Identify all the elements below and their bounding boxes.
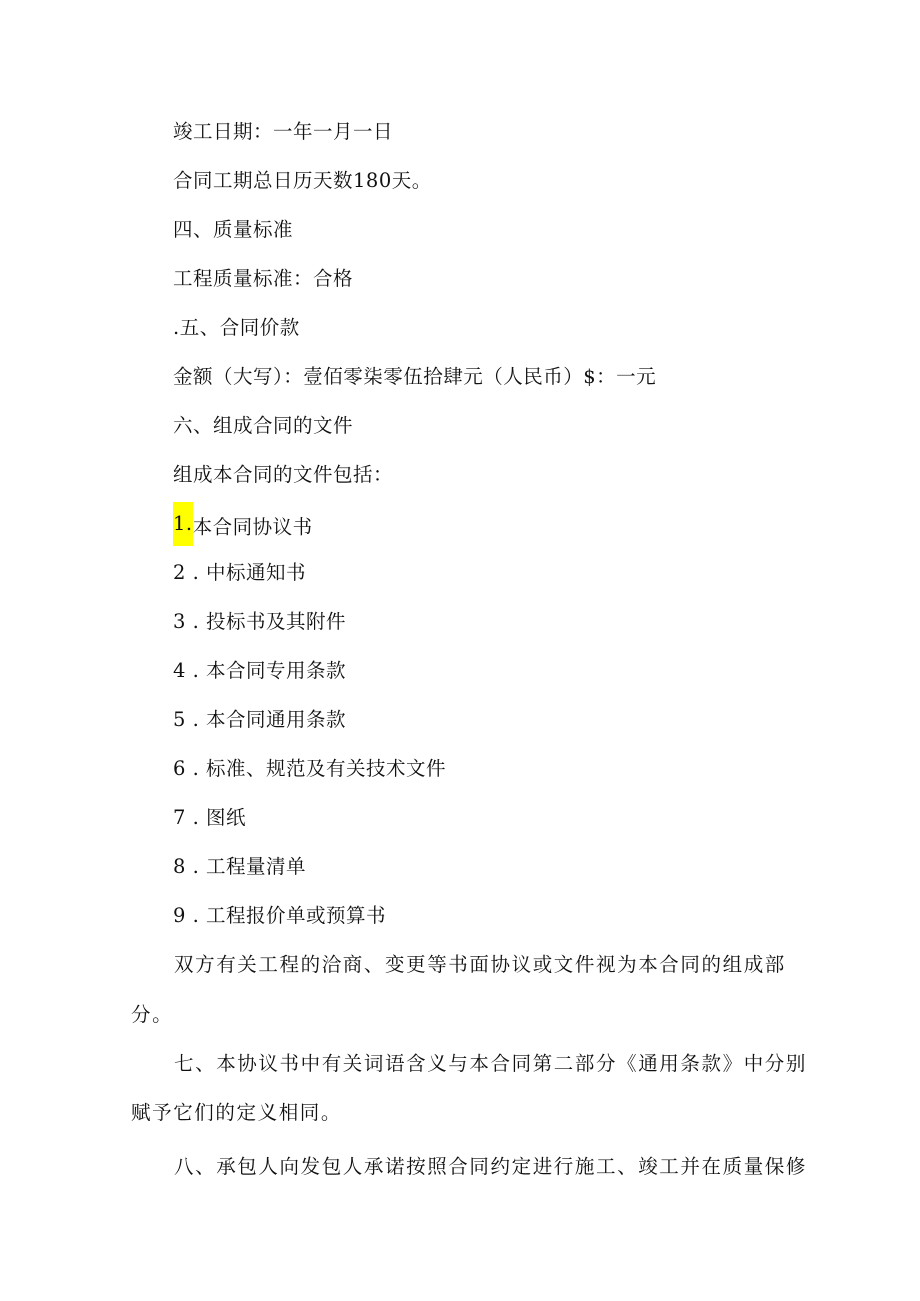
list-item-text: 图纸 (206, 806, 247, 829)
list-item (173, 902, 386, 930)
list-item-text: 工程量清单 (206, 855, 307, 878)
list-item-text: 投标书及其附件 (206, 610, 347, 633)
paragraph-line: 八、承包人向发包人承诺按照合同约定进行施工、竣工并在质量保修 (174, 1155, 808, 1178)
list-item-text: 本合同专用条款 (206, 659, 347, 682)
list-item-text: 中标通知书 (206, 561, 307, 584)
list-item (173, 559, 306, 587)
list-item (173, 706, 346, 734)
completion-date-line: 竣工日期：一年一月一日 (173, 120, 394, 143)
list-item (173, 853, 306, 881)
highlighted-number: 1. (173, 502, 193, 546)
list-item (173, 657, 346, 685)
list-item (173, 755, 446, 783)
list-item-number: 2 . (173, 561, 200, 584)
list-item (173, 804, 246, 832)
list-item (173, 510, 313, 546)
documents-intro-line: 组成本合同的文件包括： (173, 463, 394, 486)
paragraph-line: 赋予它们的定义相同。 (131, 1101, 343, 1124)
section-documents-heading: 六、组成合同的文件 (173, 414, 354, 437)
list-item (173, 608, 346, 636)
list-item-text: 标准、规范及有关技术文件 (206, 757, 447, 780)
section-price-heading: .五、合同价款 (173, 316, 300, 339)
list-item-text: 工程报价单或预算书 (206, 904, 387, 927)
list-item-number: 5 . (173, 708, 200, 731)
paragraph-line: 分。 (131, 1003, 174, 1026)
contract-duration-line: 合同工期总日历天数180天。 (173, 169, 432, 192)
quality-standard-line: 工程质量标准：合格 (173, 267, 354, 290)
paragraph-line: 七、本协议书中有关词语含义与本合同第二部分《通用条款》中分别 (174, 1052, 808, 1075)
list-item-number: 9 . (173, 904, 200, 927)
amount-line: 金额（大写）：壹佰零柒零伍拾肆元（人民币）$：一元 (173, 365, 657, 388)
section-quality-heading: 四、质量标准 (173, 218, 294, 241)
list-item-number: 6 . (173, 757, 200, 780)
list-item-number: 8 . (173, 855, 200, 878)
list-item-number: 3 . (173, 610, 200, 633)
list-item-text: 本合同通用条款 (206, 708, 347, 731)
paragraph-line: 双方有关工程的洽商、变更等书面协议或文件视为本合同的组成部 (174, 953, 786, 976)
list-item-number: 7 . (173, 806, 200, 829)
list-item-number: 4 . (173, 659, 200, 682)
list-item-text: 本合同协议书 (192, 515, 313, 539)
